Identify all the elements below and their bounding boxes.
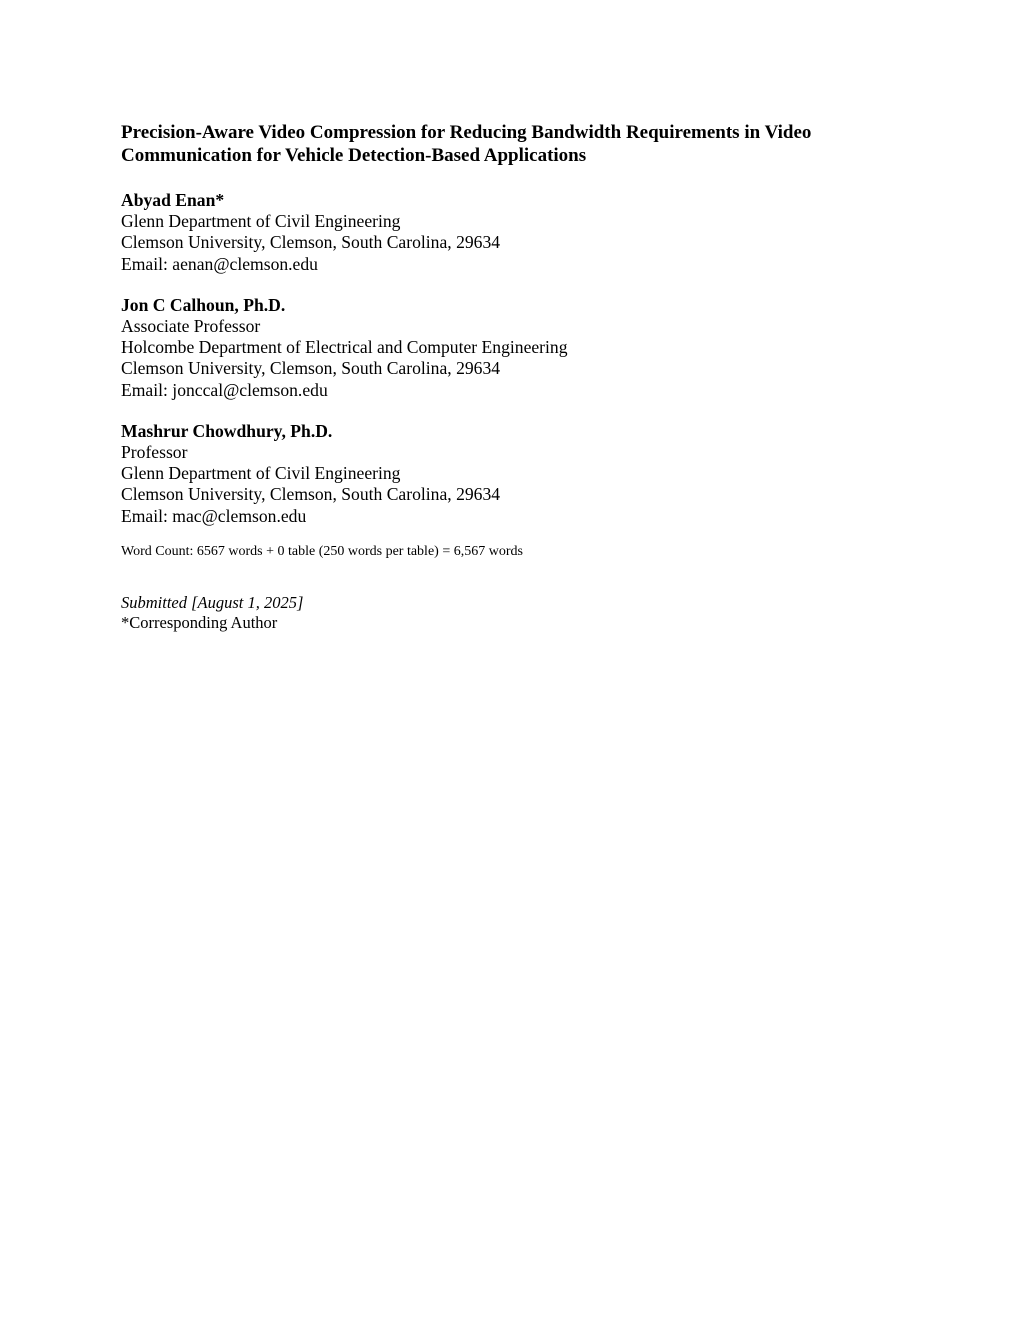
submission-info bbox=[121, 593, 901, 633]
author-name: Abyad Enan* bbox=[121, 190, 225, 210]
word-count: Word Count: 6567 words + 0 table (250 words per table) = 6,567 words bbox=[121, 543, 523, 559]
paper-title-line: Communication for Vehicle Detection-Based Applications bbox=[121, 145, 587, 166]
author-position: Associate Professor bbox=[121, 316, 261, 337]
author-affiliation: Holcombe Department of Electrical and Computer Engineering bbox=[121, 337, 568, 358]
submitted-date: Submitted [August 1, 2025] bbox=[121, 592, 304, 612]
author-email: Email: aenan@clemson.edu bbox=[121, 253, 318, 274]
author-address: Clemson University, Clemson, South Carolina, 29634 bbox=[121, 232, 501, 253]
author-name: Jon C Calhoun, Ph.D. bbox=[121, 294, 286, 315]
author-address: Clemson University, Clemson, South Carolina, 29634 bbox=[121, 358, 501, 379]
paper-title-line: Precision-Aware Video Compression for Reducing Bandwidth Requirements in Video bbox=[121, 122, 812, 143]
author-address: Clemson University, Clemson, South Carolina, 29634 bbox=[121, 484, 501, 505]
author-email: Email: mac@clemson.edu bbox=[121, 505, 307, 526]
author-name: Mashrur Chowdhury, Ph.D. bbox=[121, 420, 333, 441]
author-block bbox=[121, 190, 901, 275]
author-position: Professor bbox=[121, 442, 188, 463]
corresponding-author-note: *Corresponding Author bbox=[121, 612, 278, 632]
author-affiliation: Glenn Department of Civil Engineering bbox=[121, 211, 401, 232]
title-page bbox=[121, 121, 901, 633]
author-affiliation: Glenn Department of Civil Engineering bbox=[121, 463, 401, 484]
paper-title bbox=[121, 121, 901, 167]
author-block bbox=[121, 421, 901, 527]
author-email: Email: jonccal@clemson.edu bbox=[121, 379, 328, 400]
author-block bbox=[121, 295, 901, 401]
